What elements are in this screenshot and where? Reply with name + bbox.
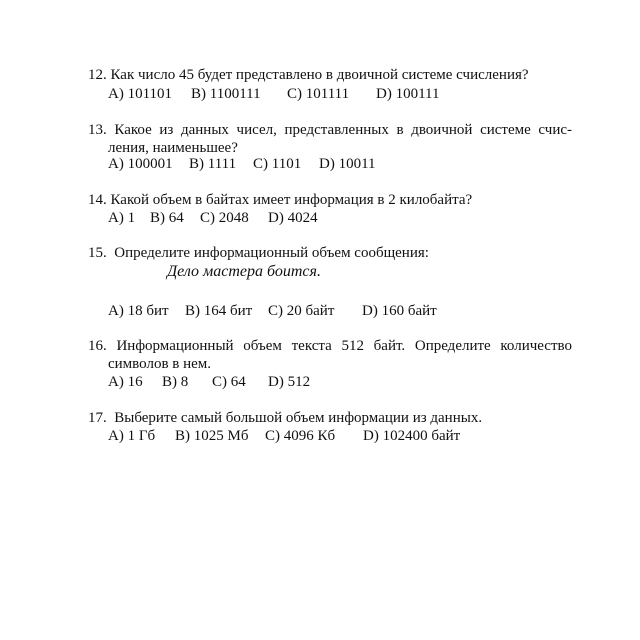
question-text — [88, 409, 482, 427]
question-number: 14. — [88, 192, 107, 208]
question-label: Определите информационный объем сообщения: — [114, 245, 429, 261]
option-d: D) 10011 — [319, 156, 376, 172]
option-c: C) 64 — [212, 374, 246, 390]
option-c: C) 4096 Кб — [265, 428, 336, 444]
question-number: 16. — [88, 338, 107, 354]
question-label: Информационный объем текста 512 байт. Определите количество — [116, 338, 573, 354]
question-label: Как число 45 будет представлено в двоичной системе счисления? — [110, 67, 529, 83]
option-b: B) 1111 — [189, 156, 237, 172]
message-quote: Дело мастера боится. — [167, 263, 321, 280]
question-text — [88, 66, 529, 84]
option-a: A) 1 — [108, 210, 136, 226]
option-c: C) 101111 — [287, 86, 350, 102]
option-b: B) 1100111 — [191, 86, 261, 102]
option-a: A) 101101 — [108, 86, 173, 102]
option-b: B) 8 — [162, 374, 189, 390]
option-d: D) 100111 — [376, 86, 440, 102]
option-a: A) 18 бит — [108, 303, 169, 319]
question-text-continued: символов в нем. — [108, 356, 212, 372]
question-text-continued: ления, наименьшее? — [108, 140, 238, 156]
option-a: A) 1 Гб — [108, 428, 156, 444]
question-label: Какое из данных чисел, представленных в двоичной системе счис- — [114, 122, 573, 138]
question-number: 15. — [88, 245, 107, 261]
question-text — [88, 191, 472, 209]
option-b: B) 164 бит — [185, 303, 253, 319]
option-b: B) 1025 Мб — [175, 428, 249, 444]
question-text — [88, 244, 429, 262]
question-label: Какой объем в байтах имеет информация в 2 килобайта? — [110, 192, 473, 208]
question-number: 13. — [88, 122, 107, 138]
question-number: 17. — [88, 410, 107, 426]
option-a: A) 100001 — [108, 156, 173, 172]
option-a: A) 16 — [108, 374, 143, 390]
question-text — [88, 337, 572, 355]
option-d: D) 102400 байт — [363, 428, 461, 444]
question-label: Выберите самый большой объем информации из данных. — [114, 410, 483, 426]
question-number: 12. — [88, 67, 107, 83]
question-text — [88, 121, 572, 139]
option-d: D) 4024 — [268, 210, 318, 226]
option-d: D) 160 байт — [362, 303, 437, 319]
option-b: B) 64 — [150, 210, 184, 226]
option-c: C) 20 байт — [268, 303, 335, 319]
option-c: C) 2048 — [200, 210, 249, 226]
option-c: C) 1101 — [253, 156, 302, 172]
option-d: D) 512 — [268, 374, 311, 390]
